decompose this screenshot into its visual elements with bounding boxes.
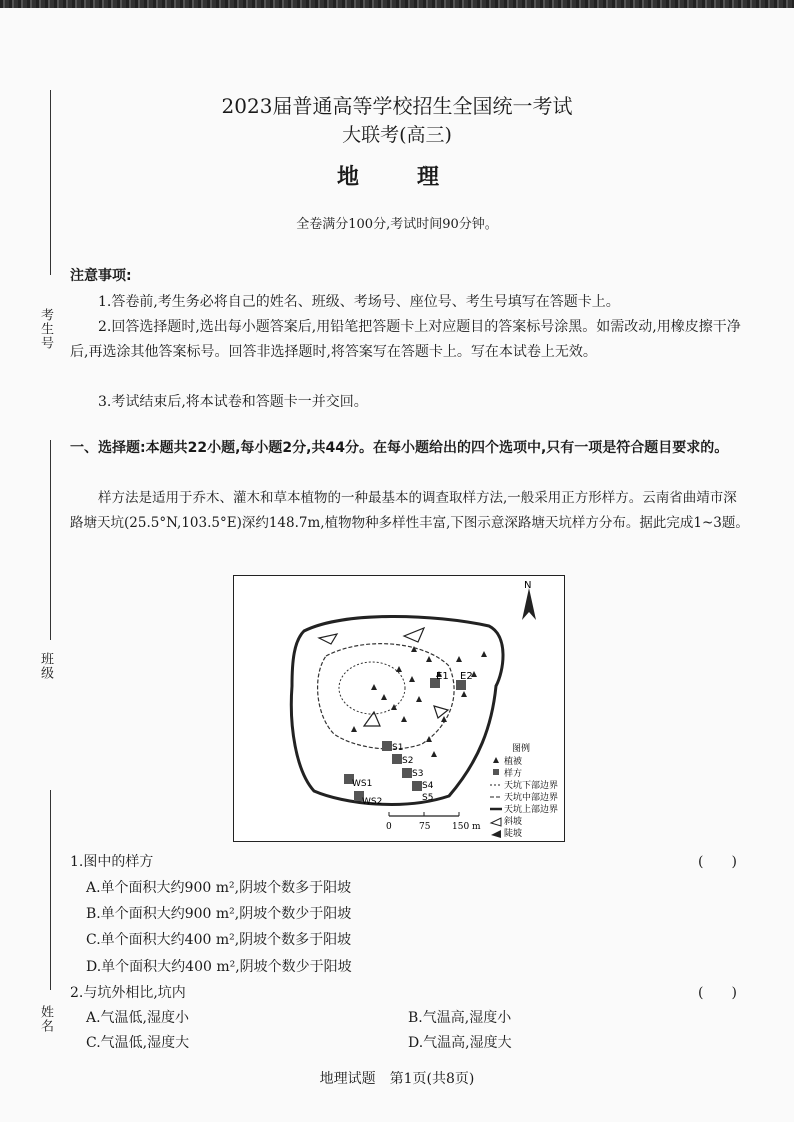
sinkhole-map-figure bbox=[233, 575, 565, 842]
legend-title: 图例 bbox=[512, 744, 531, 754]
section-heading: 一、选择题:本题共22小题,每小题2分,共44分。在每小题给出的四个选项中,只有一项是符合题目要求的。 bbox=[70, 440, 729, 456]
legend-item: 天坑上部边界 bbox=[504, 805, 559, 815]
exam-number-label: 考生号 bbox=[38, 308, 53, 350]
plot-label-ws2: WS2 bbox=[362, 797, 383, 807]
answer-paren: ( ) bbox=[698, 854, 737, 870]
notice-item: 2.回答选择题时,选出每小题答案后,用铅笔把答题卡上对应题目的答案标号涂黑。如需改动,用橡皮擦干净后,再选涂其他答案标号。回答非选择题时,将答案写在答题卡上。写在本试卷上无效。 bbox=[70, 319, 741, 360]
score-note: 全卷满分100分,考试时间90分钟。 bbox=[296, 217, 498, 232]
option-c: C.单个面积大约400 m²,阴坡个数多于阳坡 bbox=[86, 932, 352, 948]
option-a: A.单个面积大约900 m²,阴坡个数多于阳坡 bbox=[86, 880, 352, 896]
north-arrow-icon bbox=[522, 588, 536, 620]
map-legend bbox=[490, 742, 558, 839]
option-d: D.气温高,湿度大 bbox=[408, 1035, 512, 1051]
question-stem: 2.与坑外相比,坑内 bbox=[70, 985, 186, 1001]
plot-label-e2: E2 bbox=[460, 671, 473, 682]
scan-top-border bbox=[0, 0, 794, 8]
binding-line bbox=[50, 790, 51, 990]
legend-item: 天坑中部边界 bbox=[504, 793, 559, 803]
scale-zero: 0 bbox=[386, 822, 392, 832]
notice-heading: 注意事项: bbox=[70, 268, 132, 284]
exam-title: 2023届普通高等学校招生全国统一考试 bbox=[221, 94, 573, 118]
plot-label-s4: S4 bbox=[422, 781, 434, 791]
legend-item: 斜坡 bbox=[504, 817, 523, 827]
legend-item: 样方 bbox=[504, 769, 523, 779]
plot-label-s2: S2 bbox=[402, 756, 414, 766]
option-b: B.单个面积大约900 m²,阴坡个数少于阳坡 bbox=[86, 906, 352, 922]
plot-label-s5: S5 bbox=[422, 793, 434, 803]
legend-item: 植被 bbox=[504, 757, 523, 767]
option-b: B.气温高,湿度小 bbox=[408, 1010, 512, 1026]
subject-title: 地 理 bbox=[336, 164, 457, 190]
option-d: D.单个面积大约400 m²,阴坡个数少于阳坡 bbox=[86, 959, 352, 975]
answer-paren: ( ) bbox=[698, 985, 737, 1001]
exam-subtitle: 大联考(高三) bbox=[342, 124, 452, 146]
option-a: A.气温低,湿度小 bbox=[86, 1010, 190, 1026]
question-stem: 1.图中的样方 bbox=[70, 854, 154, 870]
plot-label-e1: E1 bbox=[436, 671, 449, 682]
scale-mid: 75 bbox=[419, 822, 431, 832]
class-label: 班级 bbox=[38, 652, 53, 680]
legend-item: 陡坡 bbox=[504, 829, 523, 839]
plot-label-ws1: WS1 bbox=[352, 779, 373, 789]
scale-end: 150 m bbox=[452, 822, 481, 832]
plot-label-s1: S1 bbox=[392, 743, 404, 753]
legend-item: 天坑下部边界 bbox=[504, 781, 559, 791]
section-intro: 样方法是适用于乔木、灌木和草本植物的一种最基本的调查取样方法,一般采用正方形样方。云南省曲靖市深路塘天坑(25.5°N,103.5°E)深约148.7m,植物物种多样性丰富,下图示意深路塘天坑样方分布。据此完成1~3题。 bbox=[70, 490, 749, 531]
north-label: N bbox=[524, 580, 532, 591]
name-label: 姓名 bbox=[38, 1005, 53, 1033]
option-c: C.气温低,湿度大 bbox=[86, 1035, 190, 1051]
plot-label-s3: S3 bbox=[412, 769, 424, 779]
notice-item: 3.考试结束后,将本试卷和答题卡一并交回。 bbox=[98, 394, 368, 410]
sinkhole-map bbox=[234, 576, 564, 841]
binding-line bbox=[50, 440, 51, 640]
notice-item: 1.答卷前,考生务必将自己的姓名、班级、考场号、座位号、考生号填写在答题卡上。 bbox=[98, 294, 620, 310]
page-footer: 地理试题 第1页(共8页) bbox=[319, 1071, 475, 1087]
